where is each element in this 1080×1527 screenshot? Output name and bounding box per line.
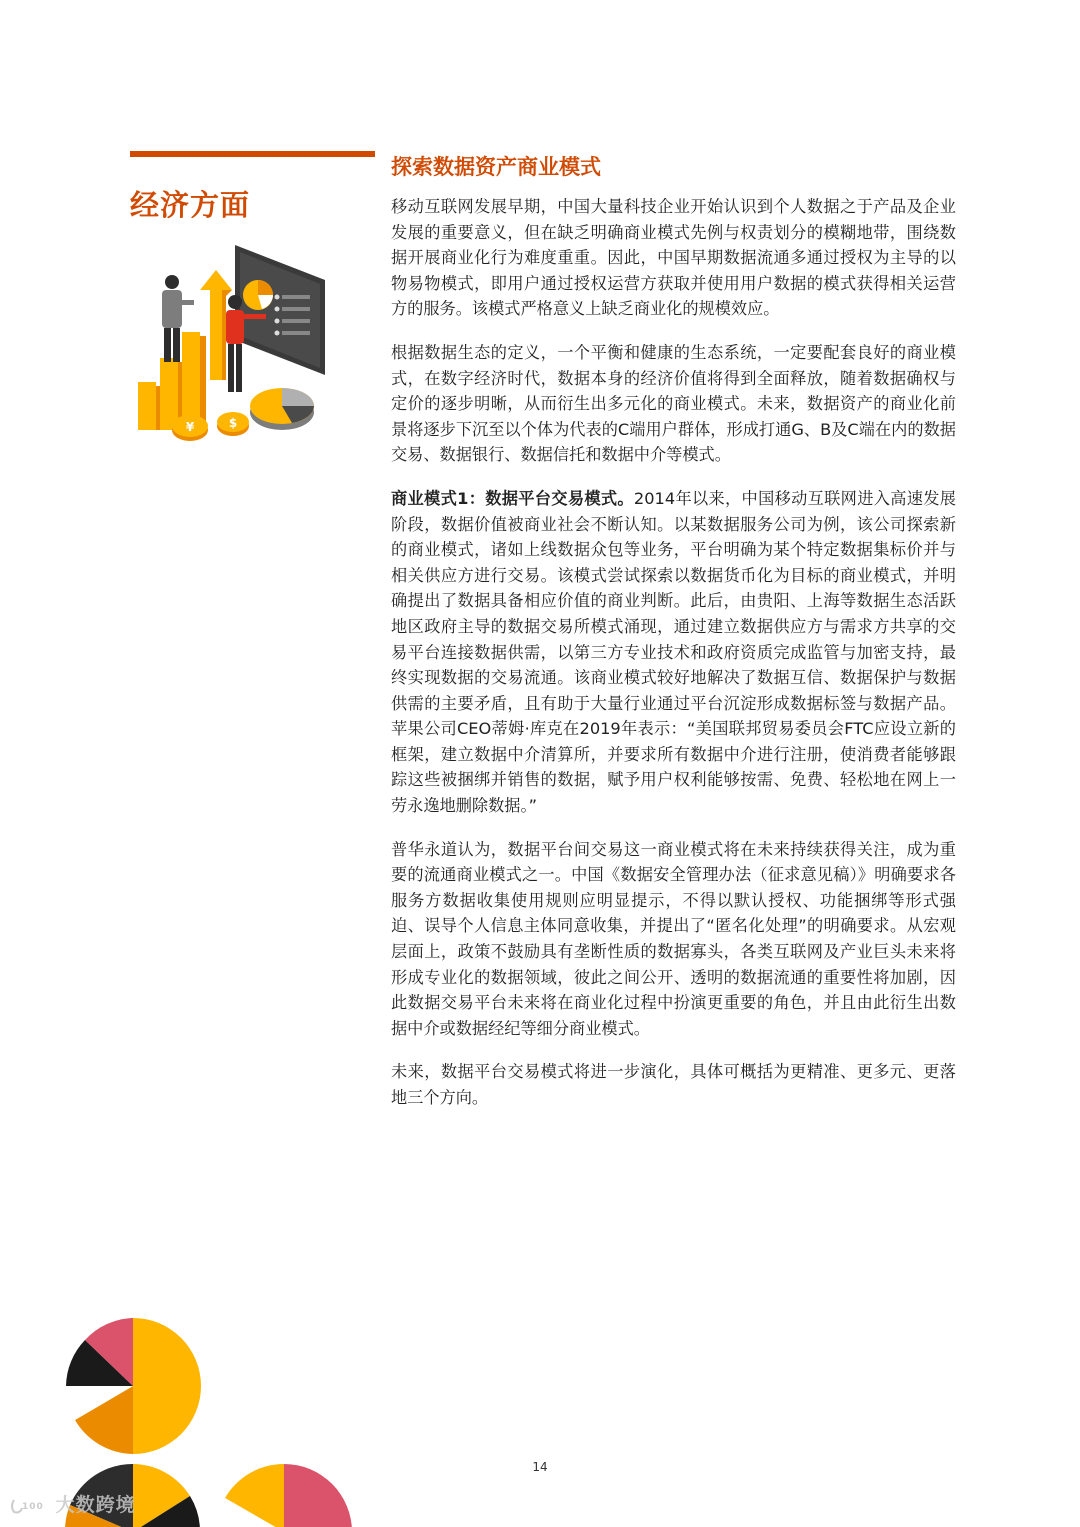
svg-text:$: $ — [228, 416, 238, 430]
main-column — [391, 150, 956, 1129]
paragraph-2: 根据数据生态的定义，一个平衡和健康的生态系统，一定要配套良好的商业模式，在数字经济时代，数据本身的经济价值将得到全面释放，随着数据确权与定价的逐步明晰，从而衍生出多元化的商业模式。未来，数据资产的商业化前景将逐步下沉至以个体为代表的C端用户群体，形成打通G、B及C端在内的数据交易、数据银行、数据信托和数据中介等模式。 — [391, 342, 956, 465]
paragraph-3-body: 2014年以来，中国移动互联网进入高速发展阶段，数据价值被商业社会不断认知。以某数据服务公司为例，该公司探索新的商业模式，诸如上线数据众包等业务，平台明确为某个特定数据集标价并与相关供应方进行交易。该模式尝试探索以数据货币化为目标的商业模式，并明确提出了数据具备相应价值的商业判断。此后，由贵阳、上海等数据生态活跃地区政府主导的数据交易所模式涌现，通过建立数据供应方与需求方共享的交易平台连接数据供需，以第三方专业技术和政府资质完成监管与加密支持，最终实现数据的交易流通。该商业模式较好地解决了数据互信、数据保护与数据供需的主要矛盾，且有助于大量行业通过平台沉淀形成数据标签与数据产品。苹果公司CEO蒂姆·库克在2019年表示：“美国联邦贸易委员会FTC应设立新的框架，建立数据中介清算所，并要求所有数据中介进行注册，使消费者能够跟踪这些被捆绑并销售的数据，赋予用户权利能够按需、免费、轻松地在网上一劳永逸地删除数据。” — [391, 488, 956, 816]
section-heading: 经济方面 — [130, 188, 251, 222]
article-title: 探索数据资产商业模式 — [391, 155, 601, 179]
accent-rule — [130, 151, 375, 157]
watermark-logo-icon — [8, 1496, 48, 1516]
coins-icon — [172, 412, 249, 441]
pie-chart-icon — [250, 388, 314, 430]
watermark-text: 大数跨境 — [55, 1494, 136, 1516]
paragraph-5: 未来，数据平台交易模式将进一步演化，具体可概括为更精准、更多元、更落地三个方向。 — [391, 1062, 956, 1107]
business-analytics-illustration — [130, 240, 330, 450]
paragraph-3 — [391, 486, 956, 819]
paragraph-4: 普华永道认为，数据平台间交易这一商业模式将在未来持续获得关注，成为重要的流通商业模式之一。中国《数据安全管理办法（征求意见稿）》明确要求各服务方数据收集使用规则应明显提示，不得以默认授权、功能捆绑等形式强迫、误导个人信息主体同意收集，并提出了“匿名化处理”的明确要求。从宏观层面上，政策不鼓励具有垄断性质的数据寡头，各类互联网及产业巨头未来将形成专业化的数据领域，彼此之间公开、透明的数据流通的重要性将加剧，因此数据交易平台未来将在商业化过程中扮演更重要的角色，并且由此衍生出数据中介或数据经纪等细分商业模式。 — [391, 839, 956, 1038]
business-model-lead: 商业模式1：数据平台交易模式。 — [391, 488, 634, 508]
bar-chart-icon — [138, 332, 206, 430]
watermark-icon-text: 100 — [22, 1501, 44, 1512]
svg-text:¥: ¥ — [185, 420, 195, 434]
page-number: 14 — [532, 1460, 548, 1474]
watermark — [8, 1490, 136, 1517]
paragraph-1: 移动互联网发展早期，中国大量科技企业开始认识到个人数据之于产品及企业发展的重要意义，但在缺乏明确商业模式先例与权责划分的模糊地带，围绕数据开展商业化行为难度重重。因此，中国早期数据流通多通过授权为主导的以物易物模式，即用户通过授权运营方获取并使用用户数据的模式获得相关运营方的服务。该模式严格意义上缺乏商业化的规模效应。 — [391, 197, 956, 319]
